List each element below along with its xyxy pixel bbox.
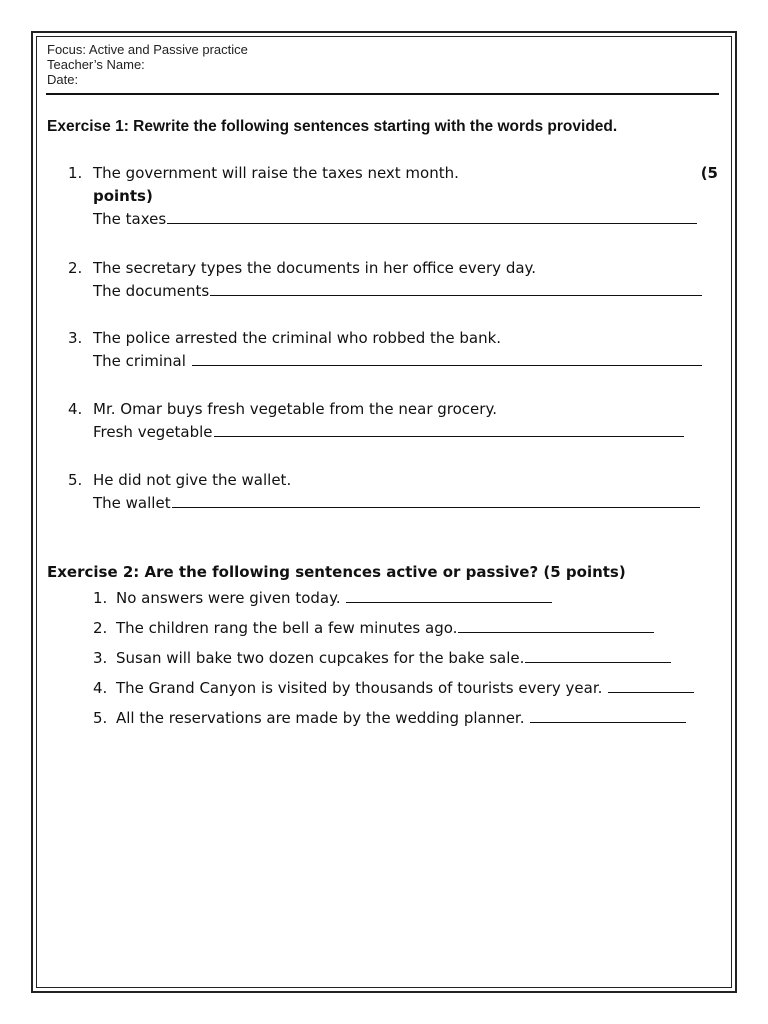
points-label: (5 — [700, 164, 718, 182]
exercise-1-item-4 — [68, 398, 718, 446]
item-sentence: Susan will bake two dozen cupcakes for the bake sale. — [116, 649, 525, 667]
answer-blank[interactable] — [214, 422, 684, 437]
item-number: 3. — [68, 329, 83, 347]
answer-line[interactable] — [93, 280, 702, 303]
exercise-1-item-3 — [68, 327, 718, 375]
item-sentence: Mr. Omar buys fresh vegetable from the near grocery. — [93, 400, 497, 418]
item-number: 5. — [93, 709, 108, 727]
answer-blank[interactable] — [346, 588, 552, 603]
item-number: 1. — [93, 589, 108, 607]
item-number: 1. — [68, 164, 83, 182]
exercise-1-item-5 — [68, 469, 718, 517]
answer-blank[interactable] — [172, 493, 700, 508]
focus-line: Focus: Active and Passive practice — [47, 42, 248, 57]
answer-prompt: The documents — [93, 282, 210, 300]
item-sentence: The children rang the bell a few minutes ago. — [116, 619, 458, 637]
answer-line[interactable] — [93, 492, 700, 515]
item-sentence: All the reservations are made by the wedding planner. — [116, 709, 530, 727]
item-sentence: The police arrested the criminal who robbed the bank. — [93, 329, 502, 347]
answer-blank[interactable] — [525, 648, 671, 663]
header-divider — [46, 93, 719, 95]
answer-line[interactable] — [93, 208, 697, 231]
points-label-continued: points) — [93, 187, 153, 205]
item-number: 4. — [68, 400, 83, 418]
answer-line[interactable] — [93, 421, 684, 444]
item-sentence: No answers were given today. — [116, 589, 346, 607]
exercise-2-title: Exercise 2: Are the following sentences active or passive? (5 points) — [47, 563, 626, 581]
answer-prompt: The criminal — [93, 352, 191, 370]
answer-blank[interactable] — [192, 351, 702, 366]
item-number: 3. — [93, 649, 108, 667]
answer-line[interactable] — [93, 350, 702, 373]
exercise-2-item-5 — [93, 708, 686, 728]
answer-blank[interactable] — [167, 209, 697, 224]
exercise-1-item-1 — [68, 162, 718, 232]
answer-prompt: The taxes — [93, 210, 167, 228]
item-number: 2. — [93, 619, 108, 637]
exercise-2-item-3 — [93, 648, 671, 668]
worksheet-header — [47, 42, 248, 87]
exercise-1-title: Exercise 1: Rewrite the following sentences starting with the words provided. — [47, 118, 618, 135]
item-number: 2. — [68, 259, 83, 277]
exercise-2-item-4 — [93, 678, 694, 698]
item-sentence: The government will raise the taxes next month. — [93, 164, 459, 182]
answer-blank[interactable] — [458, 618, 654, 633]
answer-blank[interactable] — [210, 281, 702, 296]
item-sentence: The Grand Canyon is visited by thousands of tourists every year. — [116, 679, 608, 697]
item-sentence: The secretary types the documents in her office every day. — [93, 259, 537, 277]
item-number: 4. — [93, 679, 108, 697]
date-line: Date: — [47, 72, 79, 87]
item-sentence: He did not give the wallet. — [93, 471, 292, 489]
exercise-2-item-2 — [93, 618, 654, 638]
answer-prompt: The wallet — [93, 494, 171, 512]
exercise-1-item-2 — [68, 257, 718, 305]
answer-prompt: Fresh vegetable — [93, 423, 213, 441]
answer-blank[interactable] — [530, 708, 686, 723]
teacher-name-line: Teacher’s Name: — [47, 57, 145, 72]
exercise-2-item-1 — [93, 588, 552, 608]
answer-blank[interactable] — [608, 678, 694, 693]
item-number: 5. — [68, 471, 83, 489]
